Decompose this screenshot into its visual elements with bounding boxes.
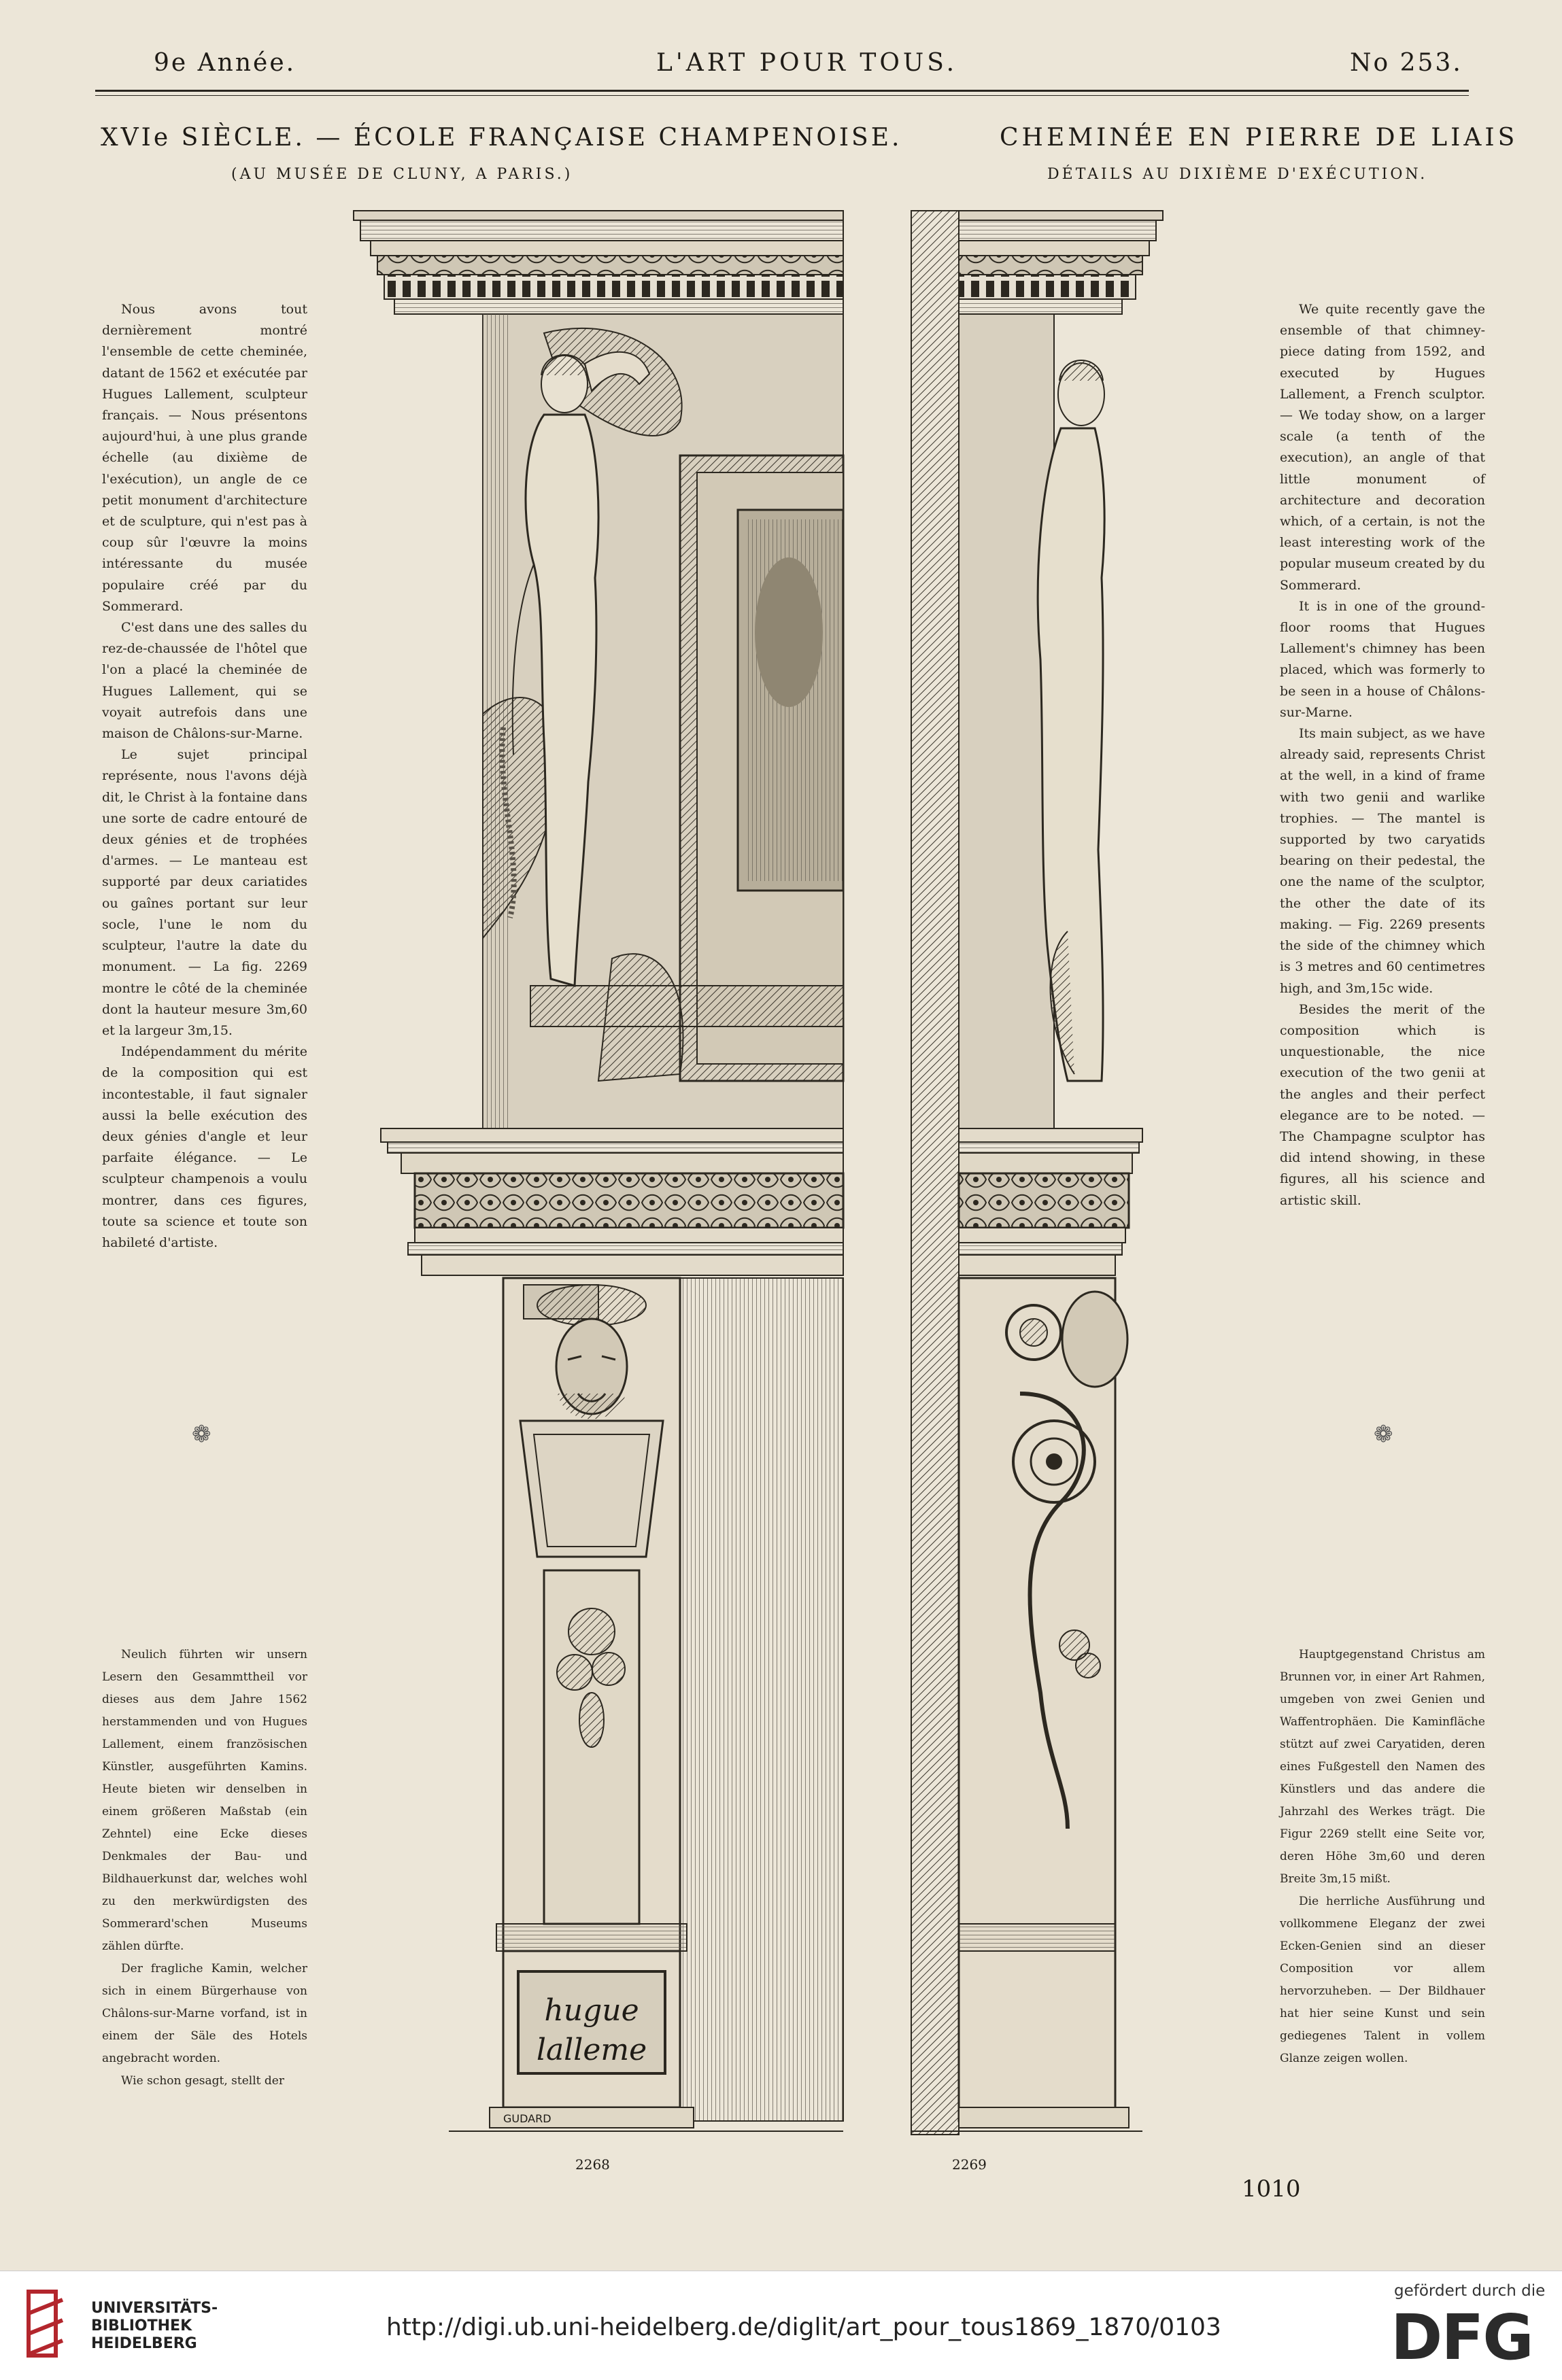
flower-ornament-icon: ❁ bbox=[1374, 1421, 1393, 1448]
institution-name bbox=[91, 2300, 218, 2353]
german-paragraph: Der fragliche Kamin, welcher sich in einem Bürgerhause von Châlons-sur-Marne vorfand, ist in einem der Säle des Hotels angebracht worden. bbox=[102, 1962, 307, 2065]
figure-number-2268: 2268 bbox=[575, 2156, 610, 2173]
title-right: CHEMINÉE EN PIERRE DE LIAIS bbox=[1000, 124, 1518, 152]
plaque-inscription-line1: hugue bbox=[544, 1993, 639, 2028]
french-paragraph: Le sujet principal représente, nous l'avons déjà dit, le Christ à la fontaine dans une sorte de cadre entouré de deux génies et de trophées d'armes. — Le manteau est supporté par deux cariatides ou gaînes portant sur leur socle, l'une le nom du sculpteur, l'autre la date du monument. — La fig. 2269 montre le côté de la cheminée dont la hauteur mesure 3m,60 et la largeur 3m,15. bbox=[102, 747, 307, 1038]
funder-label: gefördert durch die bbox=[1394, 2282, 1546, 2300]
german-paragraph: Neulich führten wir unsern Lesern den Gesammttheil vor dieses aus dem Jahre 1562 herstammenden und von Hugues Lallement, einem französischen Künstler, ausgeführten Kamins. Heute bieten wir denselben in einem größeren Maßstab (ein Zehntel) eine Ecke dieses Denkmales der Bau- und Bildhauerkunst dar, welches wohl zu den merkwürdigsten des Sommerard'schen Museums zählen dürfte. bbox=[102, 1648, 307, 1953]
english-paragraph: We quite recently gave the ensemble of that chimney-piece dating from 1592, and executed by Hugues Lallement, a French sculptor. — We today show, on a larger scale (a tenth of the execution), an angle of that little monument of architecture and decoration which, of a certain, is not the least interesting work of the popular museum created by du Sommerard. bbox=[1280, 302, 1485, 593]
figure-number-2269: 2269 bbox=[952, 2156, 987, 2173]
subtitle-left: (AU MUSÉE DE CLUNY, A PARIS.) bbox=[231, 166, 573, 183]
heidelberg-library-logo-icon bbox=[22, 2286, 82, 2366]
engraver-signature: GUDARD bbox=[503, 2112, 551, 2125]
header-rule-thin bbox=[95, 95, 1469, 96]
german-text-column-left bbox=[102, 1644, 307, 2092]
flower-ornament-icon: ❁ bbox=[192, 1421, 211, 1448]
title-left: XVIe SIÈCLE. — ÉCOLE FRANÇAISE CHAMPENOISE. bbox=[101, 124, 902, 152]
header-journal-title: L'ART POUR TOUS. bbox=[656, 49, 958, 77]
chimney-engraving bbox=[340, 197, 1183, 2155]
french-paragraph: Nous avons tout dernièrement montré l'ensemble de cette cheminée, datant de 1562 et exécutée par Hugues Lallement, sculpteur français. — Nous présentons aujourd'hui, à une plus grande échelle (au dixième de l'exécution), un angle de ce petit monument d'architecture et de sculpture, qui n'est pas à coup sûr l'œuvre la moins intéressante du musée populaire créé par du Sommerard. bbox=[102, 302, 307, 614]
german-paragraph: Hauptgegenstand Christus am Brunnen vor, in einer Art Rahmen, umgeben von zwei Genien und Waffentrophäen. Die Kaminfläche stützt auf zwei Caryatiden, deren eines Fußgestell den Namen des Künstlers und das andere die Jahrzahl des Werkes trägt. Die Figur 2269 stellt eine Seite vor, deren Höhe 3m,60 und deren Breite 3m,15 mißt. bbox=[1280, 1648, 1485, 1886]
header-year: 9e Année. bbox=[154, 49, 296, 77]
header-issue-number: No 253. bbox=[1350, 49, 1463, 77]
french-text-column bbox=[102, 299, 307, 1254]
plaque-inscription-line2: lalleme bbox=[536, 2033, 647, 2067]
french-paragraph: C'est dans une des salles du rez-de-chaussée de l'hôtel que l'on a placé la cheminée de Hugues Lallement, qui se voyait autrefois dans une maison de Châlons-sur-Marne. bbox=[102, 620, 307, 742]
page-number: 1010 bbox=[1242, 2175, 1301, 2203]
institution-line: UNIVERSITÄTS- bbox=[91, 2300, 218, 2317]
header-rule bbox=[95, 90, 1469, 92]
german-paragraph: Die herrliche Ausführung und vollkommene Eleganz der zwei Ecken-Genien sind an dieser Composition vor allem hervorzuheben. — Der Bildhauer hat hier seine Kunst und sein gediegenes Talent in vollem Glanze zeigen wollen. bbox=[1280, 1895, 1485, 2065]
figure-2268-front-view bbox=[354, 211, 843, 2131]
dfg-logo: DFG bbox=[1391, 2301, 1533, 2374]
digitization-footer bbox=[0, 2271, 1562, 2380]
english-paragraph: Its main subject, as we have already said, represents Christ at the well, in a kind of frame with two genii and warlike trophies. — The mantel is supported by two caryatids bearing on their pedestal, the one the name of the sculptor, the other the date of its making. — Fig. 2269 presents the side of the chimney which is 3 metres and 60 centimetres high, and 3m,15c wide. bbox=[1280, 726, 1485, 996]
english-text-column bbox=[1280, 299, 1485, 1211]
english-paragraph: It is in one of the ground-floor rooms that Hugues Lallement's chimney has been placed, which was formerly to be seen in a house of Châlons-sur-Marne. bbox=[1280, 598, 1485, 720]
english-paragraph: Besides the merit of the composition which is unquestionable, the nice execution of the two genii at the angles and their perfect elegance are to be noted. — The Champagne sculptor has did intend showing, in these figures, all his science and artistic skill. bbox=[1280, 1001, 1485, 1208]
institution-line: BIBLIOTHEK bbox=[91, 2317, 192, 2334]
german-text-column-right bbox=[1280, 1644, 1485, 2070]
french-paragraph: Indépendamment du mérite de la composition qui est incontestable, il faut signaler aussi la belle exécution des deux génies d'angle et leur parfaite élégance. — Le sculpteur champenois a voulu montrer, dans ces figures, toute sa science et toute son habileté d'artiste. bbox=[102, 1044, 307, 1250]
source-url-link[interactable]: http://digi.ub.uni-heidelberg.de/diglit/art_pour_tous1869_1870/0103 bbox=[386, 2313, 1221, 2341]
subtitle-right: DÉTAILS AU DIXIÈME D'EXÉCUTION. bbox=[1047, 166, 1428, 183]
institution-line: HEIDELBERG bbox=[91, 2335, 197, 2352]
german-paragraph: Wie schon gesagt, stellt der bbox=[121, 2074, 284, 2088]
figure-2269-side-view bbox=[911, 211, 1163, 2135]
